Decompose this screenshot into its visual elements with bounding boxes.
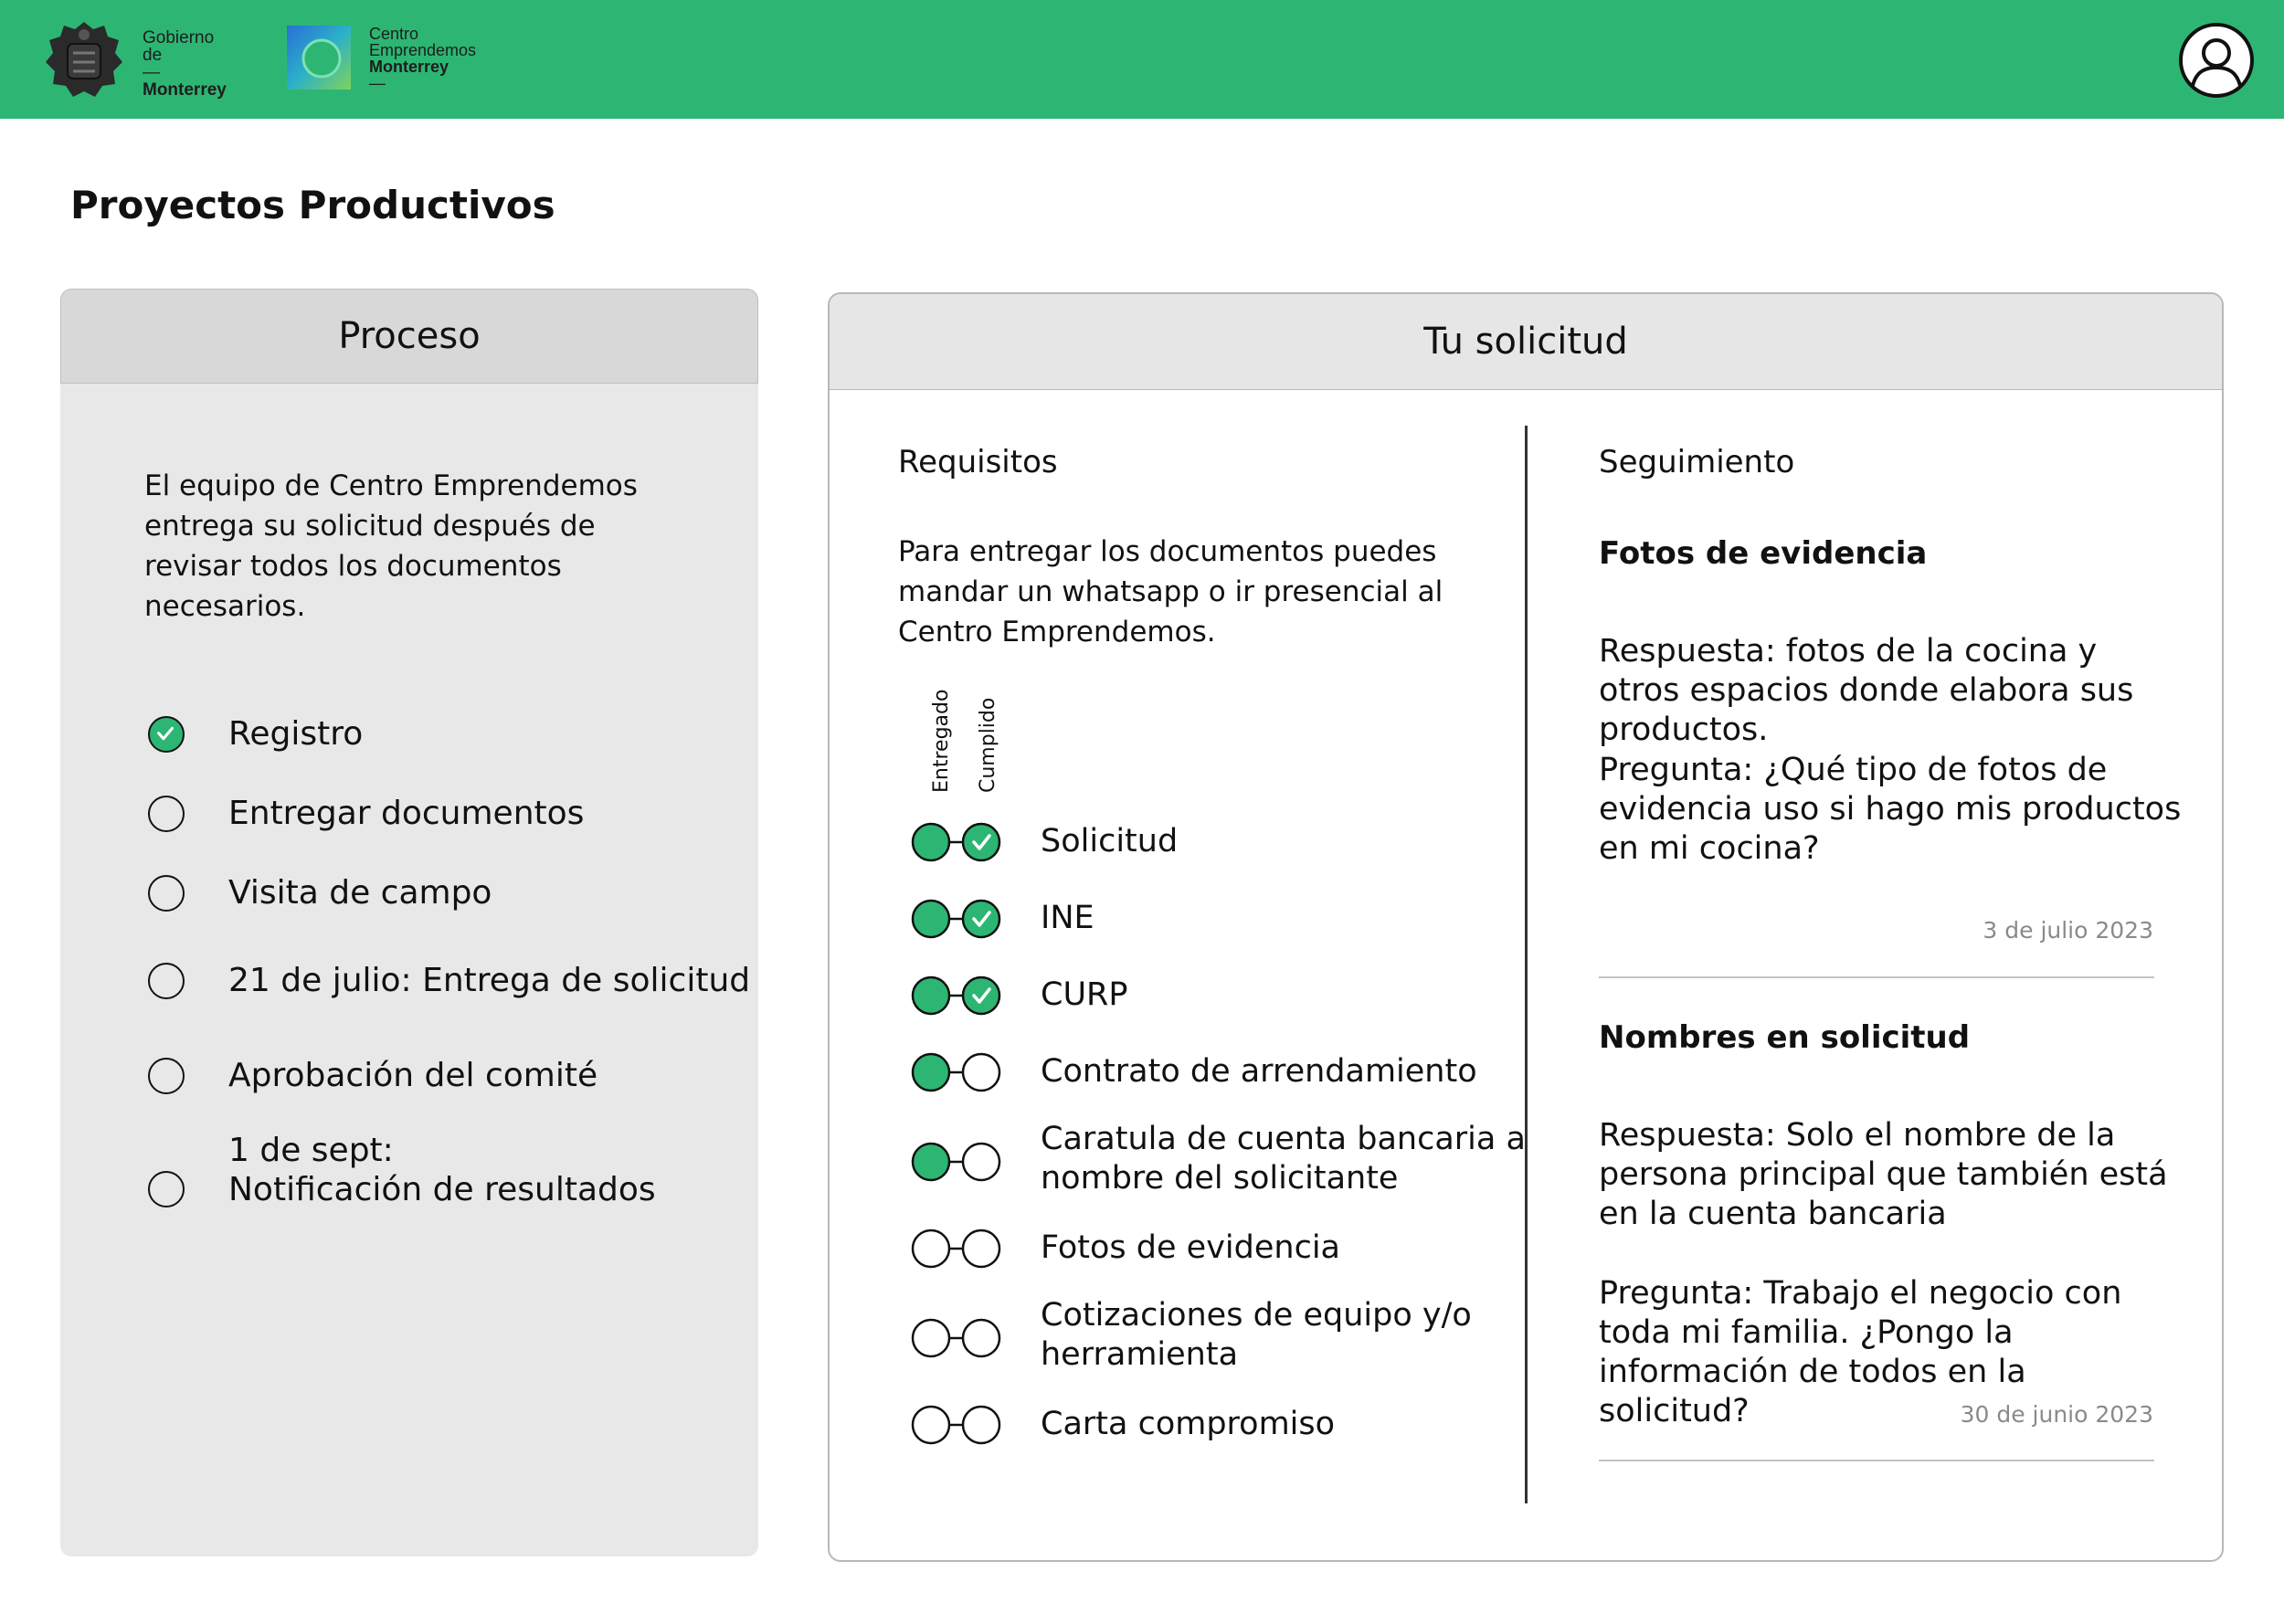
process-step-label: 21 de julio: Entrega de solicitud	[228, 962, 751, 999]
process-step-label: Entregar documentos	[228, 795, 585, 832]
process-step-label: Registro	[228, 715, 364, 753]
requisito-label-line1: Caratula de cuenta bancaria a	[1041, 1121, 1526, 1157]
coat-of-arms-logo	[40, 16, 128, 104]
process-step-label: Aprobación del comité	[228, 1057, 598, 1094]
seguimiento-separator	[1599, 976, 2154, 978]
requisito-label-line1: Cotizaciones de equipo y/o	[1041, 1297, 1472, 1334]
column-label-cumplido: Cumplido	[977, 697, 999, 793]
seguimiento-date: 3 de julio 2023	[1983, 917, 2153, 944]
entregado-filled-icon	[913, 1054, 949, 1091]
page-title: Proyectos Productivos	[70, 183, 555, 227]
step-pending-icon	[148, 875, 185, 912]
entregado-filled-icon	[913, 977, 949, 1014]
entregado-filled-icon	[913, 824, 949, 860]
requisito-label: CURP	[1041, 976, 1128, 1013]
step-pending-icon	[148, 1171, 185, 1207]
seguimiento-title: Seguimiento	[1599, 444, 1795, 480]
process-step-label-line1: 1 de sept:	[228, 1132, 394, 1169]
step-pending-icon	[148, 963, 185, 999]
seguimiento-separator	[1599, 1460, 2154, 1461]
requisito-label: Contrato de arrendamiento	[1041, 1053, 1477, 1090]
process-step-label: Visita de campo	[228, 874, 492, 912]
seguimiento-respuesta: Respuesta: Solo el nombre de la persona principal que también está en la cuenta bancaria	[1599, 1117, 2168, 1232]
proceso-card-title: Proceso	[60, 289, 758, 384]
entregado-empty-icon	[913, 1320, 949, 1356]
check-complete-icon	[148, 716, 185, 753]
column-label-entregado: Entregado	[930, 689, 953, 793]
seguimiento-pregunta: Pregunta: ¿Qué tipo de fotos de evidencia uso si hago mis productos en mi cocina?	[1599, 752, 2182, 867]
cumplido-check-icon	[963, 977, 999, 1014]
requisito-label-line2: herramienta	[1041, 1336, 1239, 1373]
status-pair-icon	[911, 1229, 1002, 1269]
requisito-label: Carta compromiso	[1041, 1406, 1336, 1442]
column-divider	[1525, 426, 1528, 1503]
requisito-label-line2: nombre del solicitante	[1041, 1160, 1399, 1197]
status-pair-icon	[911, 1052, 1002, 1092]
requisito-label: Fotos de evidencia	[1041, 1229, 1340, 1266]
cumplido-check-icon	[963, 901, 999, 937]
seguimiento-date: 30 de junio 2023	[1960, 1401, 2153, 1428]
seguimiento-respuesta: Respuesta: fotos de la cocina y otros espacios donde elabora sus productos.	[1599, 633, 2134, 748]
cumplido-empty-icon	[963, 1144, 999, 1180]
status-pair-icon	[911, 899, 1002, 939]
requisitos-title: Requisitos	[898, 444, 1058, 480]
cumplido-empty-icon	[963, 1230, 999, 1267]
cumplido-check-icon	[963, 824, 999, 860]
user-profile-icon[interactable]	[2178, 22, 2255, 99]
gobierno-logo-text: Gobierno de — Monterrey	[143, 28, 227, 100]
cumplido-empty-icon	[963, 1407, 999, 1443]
entregado-empty-icon	[913, 1230, 949, 1267]
requisito-label: INE	[1041, 900, 1094, 936]
entregado-filled-icon	[913, 1144, 949, 1180]
step-pending-icon	[148, 796, 185, 832]
cumplido-empty-icon	[963, 1320, 999, 1356]
entregado-empty-icon	[913, 1407, 949, 1443]
centro-emprendemos-logo	[287, 26, 351, 90]
cumplido-empty-icon	[963, 1054, 999, 1091]
status-pair-icon	[911, 1142, 1002, 1182]
seguimiento-pregunta: Pregunta: Trabajo el negocio con toda mi familia. ¿Pongo la información de todos en la solicitud?	[1599, 1275, 2122, 1429]
proceso-card	[60, 289, 758, 1556]
top-bar	[0, 0, 2284, 119]
status-pair-icon	[911, 822, 1002, 862]
status-pair-icon	[911, 1405, 1002, 1445]
requisito-label: Solicitud	[1041, 823, 1179, 859]
solicitud-card-title: Tu solicitud	[830, 294, 2222, 390]
entregado-filled-icon	[913, 901, 949, 937]
seguimiento-entry-heading: Nombres en solicitud	[1599, 1019, 1971, 1056]
seguimiento-entry-heading: Fotos de evidencia	[1599, 535, 1928, 572]
proceso-description: El equipo de Centro Emprendemos entrega su solicitud después de revisar todos los documentos necesarios.	[144, 469, 638, 623]
status-pair-icon	[911, 975, 1002, 1016]
requisitos-description: Para entregar los documentos puedes mandar un whatsapp o ir presencial al Centro Emprendemos.	[898, 535, 1443, 649]
status-pair-icon	[911, 1318, 1002, 1358]
process-step-label-line2: Notificación de resultados	[228, 1171, 656, 1208]
step-pending-icon	[148, 1058, 185, 1094]
centro-logo-text: Centro Emprendemos Monterrey —	[369, 25, 477, 92]
